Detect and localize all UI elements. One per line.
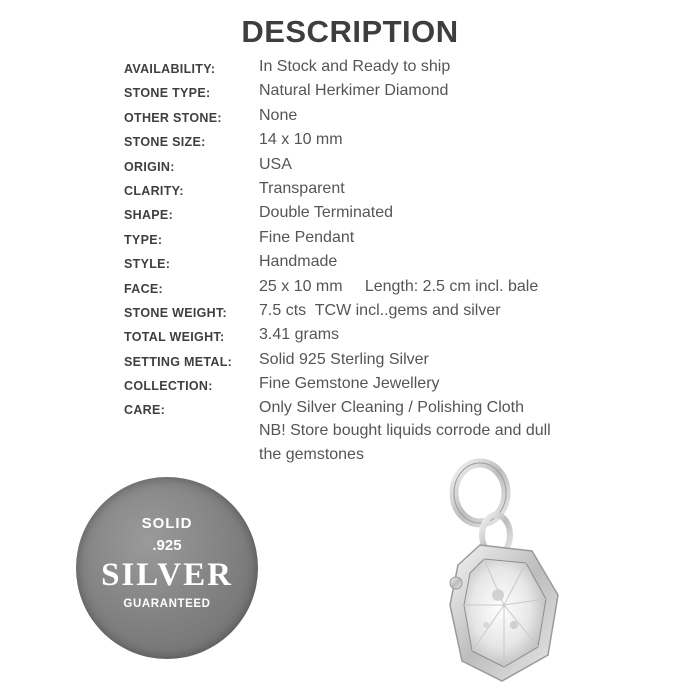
spec-label: FACE: (124, 281, 163, 296)
spec-label: CLARITY: (124, 183, 184, 198)
spec-row-total-weight (124, 324, 684, 348)
spec-row-style (124, 251, 684, 275)
spec-value: Solid 925 Sterling Silver (259, 350, 429, 368)
seal-text-guaranteed: GUARANTEED (123, 598, 211, 610)
seal-text-silver: SILVER (101, 557, 233, 593)
spec-row-setting-metal (124, 349, 684, 373)
solid-silver-seal (76, 477, 258, 659)
spec-label: TOTAL WEIGHT: (124, 330, 225, 345)
pendant-bead (450, 577, 462, 589)
care-note: the gemstones (259, 446, 364, 464)
spec-row-stone-type (124, 80, 684, 104)
spec-value: Only Silver Cleaning / Polishing Cloth (259, 399, 525, 417)
spec-row-stone-weight (124, 300, 684, 324)
spec-row-care-note-1 (124, 422, 684, 446)
pendant-image (410, 455, 570, 695)
spec-label: STYLE: (124, 257, 171, 272)
spec-value: Fine Gemstone Jewellery (259, 375, 440, 393)
spec-value: None (259, 106, 298, 124)
spec-row-collection (124, 373, 684, 397)
seal-text-925: .925 (152, 537, 182, 554)
spec-label: OTHER STONE: (124, 110, 222, 125)
spec-label: TYPE: (124, 232, 163, 247)
spec-value: 7.5 cts TCW incl..gems and silver (259, 301, 501, 319)
spec-row-face (124, 276, 684, 300)
spec-value: 25 x 10 mm Length: 2.5 cm incl. bale (259, 277, 539, 295)
spec-value: 14 x 10 mm (259, 131, 343, 149)
seal-text-solid: SOLID (141, 515, 193, 532)
spec-value: USA (259, 155, 292, 173)
spec-row-type (124, 227, 684, 251)
spec-value: Double Terminated (259, 204, 394, 222)
spec-value: Transparent (259, 179, 345, 197)
spec-row-shape (124, 202, 684, 226)
spec-label: STONE WEIGHT: (124, 305, 227, 320)
spec-row-availability (124, 56, 684, 80)
spec-value: Handmade (259, 253, 338, 271)
spec-label: STONE SIZE: (124, 135, 206, 150)
page-title: DESCRIPTION (241, 14, 459, 49)
spec-row-clarity (124, 178, 684, 202)
spec-value: Fine Pendant (259, 228, 355, 246)
spec-row-care (124, 397, 684, 421)
spec-label: SETTING METAL: (124, 354, 233, 369)
spec-row-stone-size (124, 129, 684, 153)
spec-label: AVAILABILITY: (124, 62, 216, 76)
spec-value: 3.41 grams (259, 326, 340, 344)
spec-label: ORIGIN: (124, 159, 175, 174)
spec-label: STONE TYPE: (124, 86, 211, 101)
spec-label: SHAPE: (124, 208, 174, 223)
spec-row-care-note-2 (124, 446, 684, 470)
spec-value: Natural Herkimer Diamond (259, 82, 449, 100)
spec-value: In Stock and Ready to ship (259, 58, 451, 75)
spec-row-other-stone (124, 105, 684, 129)
spec-row-origin (124, 154, 684, 178)
spec-label: CARE: (124, 403, 166, 418)
spec-label: COLLECTION: (124, 379, 213, 394)
spec-list (124, 56, 684, 471)
care-note: NB! Store bought liquids corrode and dull (259, 421, 551, 439)
